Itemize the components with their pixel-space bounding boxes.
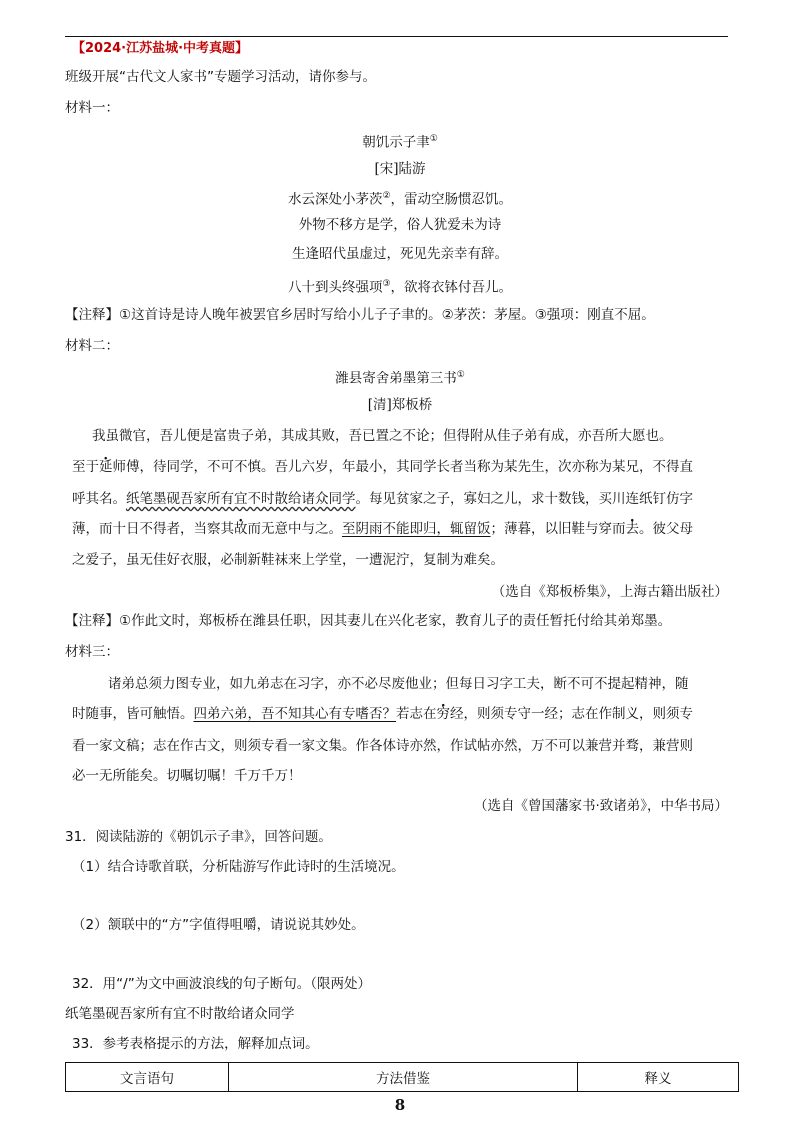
question-31: 31．阅读陆游的《朝饥示子聿》，回答问题。 (65, 829, 332, 845)
letter-paragraph: 之爱子，虽无佳好衣服，必制新鞋袜来上学堂，一遭泥泞，复制为难矣。 (72, 552, 504, 568)
question-31-2: （2）颔联中的“方”字值得咀嚼，请说说其妙处。 (72, 917, 365, 933)
table-header-cell: 释义 (578, 1063, 739, 1092)
letter-title: 潍县寄舍弟墨第三书① (335, 370, 465, 387)
dotted-word: 延 (99, 459, 113, 475)
material1-note: 【注释】①这首诗是诗人晚年被罢官乡居时写给小儿子子聿的。②茅茨：茅屋。③强项：刚直不屈。 (65, 307, 655, 323)
poem-line: 水云深处小茅茨②，雷动空肠惯忍饥。 (287, 191, 513, 208)
header-rule (65, 36, 728, 37)
exam-source-tag: 【2024·江苏盐城·中考真题】 (72, 41, 249, 56)
table-header-cell: 文言语句 (66, 1063, 229, 1092)
material3-paragraph: 必一无所能矣。切嘱切嘱！千万千万！ (72, 768, 302, 784)
poem-title: 朝饥示子聿① (362, 134, 438, 151)
table-header-row (66, 1063, 739, 1092)
poem-line: 生逢昭代虽虚过，死见先亲幸有辞。 (292, 246, 508, 262)
underlined-sentence: 至阴雨不能即归，辄留饭 (342, 521, 491, 537)
letter-paragraph: 呼其名。纸笔墨砚吾家所有宜不时散给诸众同学。每见贫家之子，寡妇之儿，求十数钱，买川连纸钉仿字 (72, 491, 693, 507)
intro-text: 班级开展“古代文人家书”专题学习活动，请你参与。 (65, 69, 376, 85)
question-32-text: 纸笔墨砚吾家所有宜不时散给诸众同学 (65, 1006, 295, 1022)
material2-note: 【注释】①作此文时，郑板桥在潍县任职，因其妻儿在兴化老家，教育儿子的责任暂托付给其弟郑墨。 (65, 613, 672, 629)
material3-label: 材料三： (65, 644, 119, 660)
letter-paragraph: 我虽微官，吾儿便是富贵子弟，其成其败，吾已置之不论；但得附从佳子弟有成，亦吾所大愿也。 (92, 428, 673, 444)
poem-line: 外物不移方是学，俗人犹爱未为诗 (298, 217, 502, 233)
letter-source: （选自《郑板桥集》，上海古籍出版社） (491, 584, 728, 600)
material3-paragraph: 时随事，皆可触悟。四弟六弟，吾不知其心有专嗜否？若志在穷经，则须专守一经；志在作制义，则须专 (72, 706, 693, 722)
material3-source: （选自《曾国藩家书·致诸弟》，中华书局） (473, 798, 728, 814)
wavy-underlined-sentence: 纸笔墨砚吾家所有宜不时散给诸众同学 (126, 491, 356, 507)
table-header-cell: 方法借鉴 (229, 1063, 578, 1092)
question-31-1: （1）结合诗歌首联，分析陆游写作此诗时的生活境况。 (72, 859, 405, 875)
underlined-sentence: 四弟六弟，吾不知其心有专嗜否？ (193, 706, 396, 722)
poem-line: 八十到头终强项③，欲将衣钵付吾儿。 (287, 279, 513, 296)
dotted-word: 故 (234, 521, 248, 537)
question-32: 32．用“/”为文中画波浪线的句子断句。（限两处） (72, 976, 371, 992)
dotted-word: 去 (625, 521, 639, 537)
page-number: 8 (394, 1096, 406, 1114)
poem-author: [宋]陆游 (374, 161, 426, 177)
material2-label: 材料二： (65, 338, 119, 354)
letter-author: [清]郑板桥 (367, 397, 433, 413)
method-table (65, 1062, 739, 1092)
material3-paragraph: 看一家文稿；志在作古文，则须专看一家文集。作各体诗亦然，作试帖亦然，万不可以兼营并骛，兼营则 (72, 738, 693, 754)
material3-paragraph: 诸弟总须力图专业，如九弟志在习字，亦不必尽废他业；但每日习字工夫，断不可不提起精神，随 (108, 676, 689, 692)
question-33: 33．参考表格提示的方法，解释加点词。 (72, 1036, 319, 1052)
dotted-word: 穷 (436, 706, 450, 722)
letter-paragraph: 薄，而十日不得者，当察其故而无意中与之。至阴雨不能即归，辄留饭；薄暮，以旧鞋与穿而去。彼父母 (72, 521, 693, 537)
material1-label: 材料一： (65, 100, 119, 116)
letter-paragraph: 至于延师傅，待同学，不可不慎。吾儿六岁，年最小，其同学长者当称为某先生，次亦称为某兄，不得直 (72, 459, 693, 475)
